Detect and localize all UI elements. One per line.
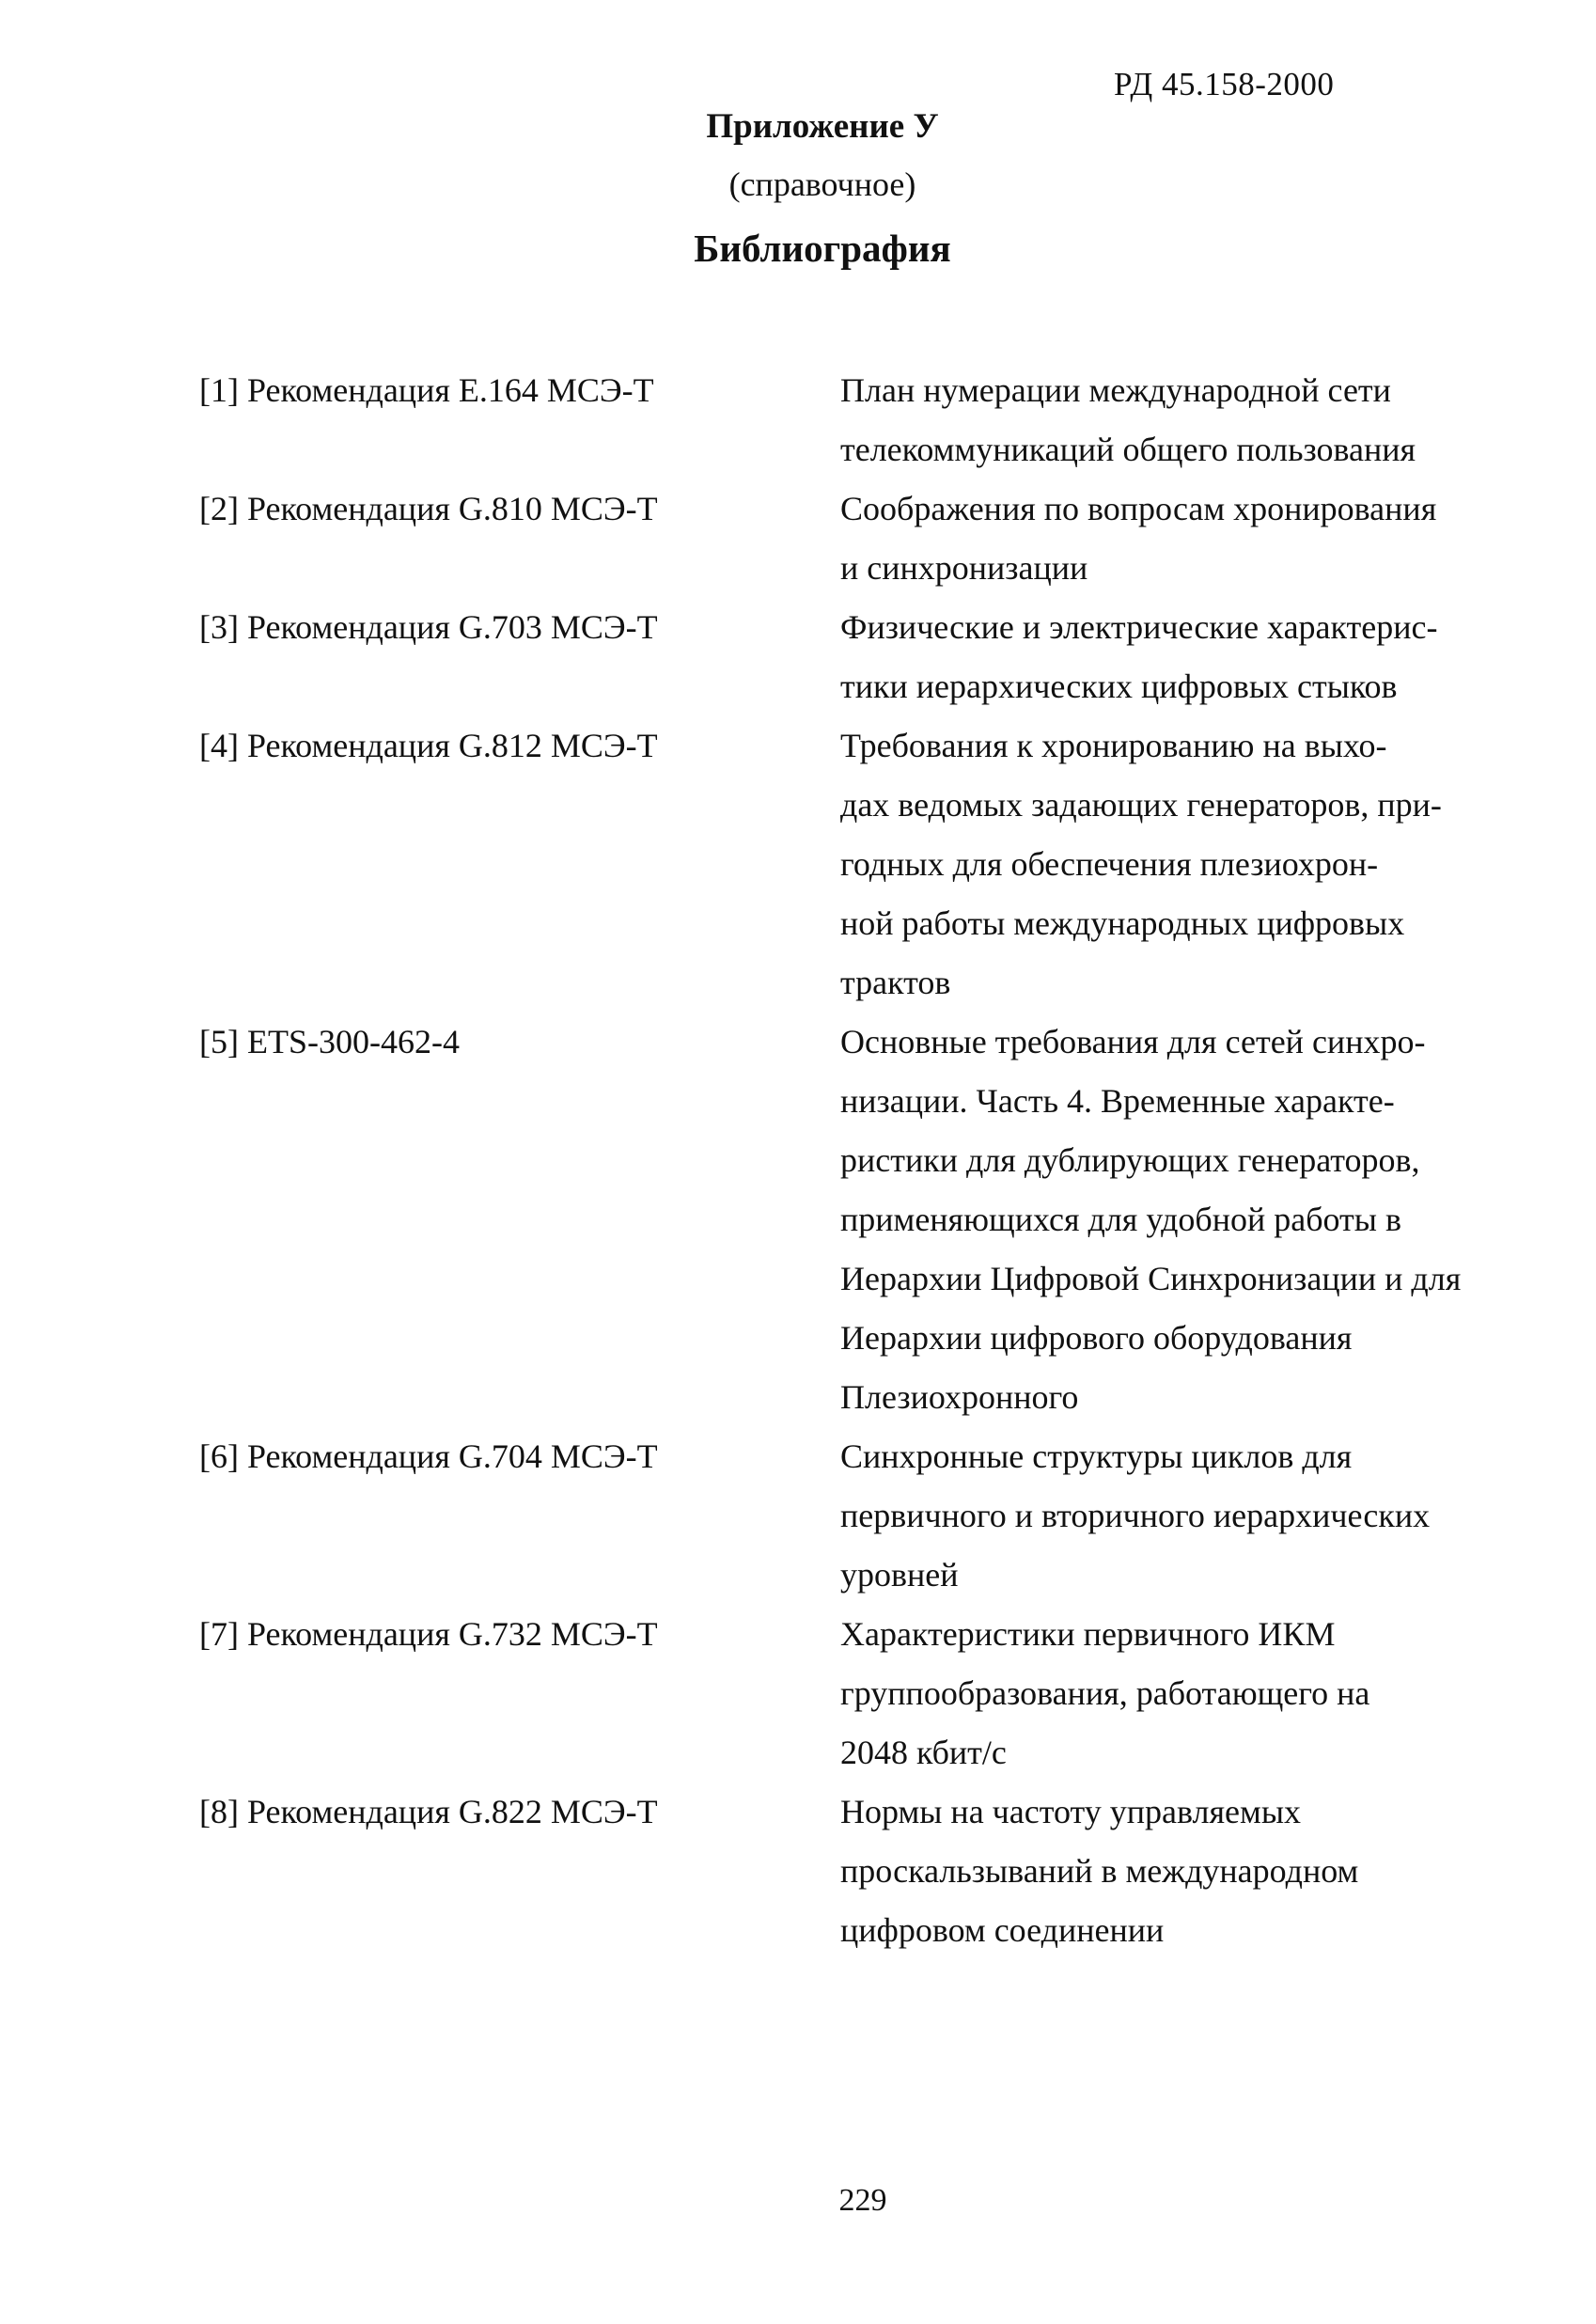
bibliography-reference: [1] Рекомендация E.164 МСЭ-Т [199,371,654,409]
appendix-type: (справочное) [728,165,916,203]
bibliography-description-line: группообразования, работающего на [840,1674,1370,1712]
bibliography-description-line: годных для обеспечения плезиохрон- [840,845,1379,883]
bibliography-description-line: Иерархии Цифровой Синхронизации и для [840,1260,1462,1297]
bibliography-description-line: ной работы международных цифровых [840,904,1405,942]
bibliography-heading: Библиография [694,227,951,270]
bibliography-reference: [4] Рекомендация G.812 МСЭ-Т [199,727,658,764]
bibliography-description-line: применяющихся для удобной работы в [840,1201,1401,1238]
bibliography-description-line: 2048 кбит/с [840,1734,1007,1771]
bibliography-description-line: ристики для дублирующих генераторов, [840,1141,1420,1179]
bibliography-description-line: Требования к хронированию на выхо- [840,727,1387,764]
bibliography-description-line: первичного и вторичного иерархических [840,1497,1431,1534]
page-number: 229 [838,2183,887,2218]
bibliography-description-line: и синхронизации [840,549,1088,587]
document-code: РД 45.158-2000 [1114,66,1335,102]
bibliography-description-line: Соображения по вопросам хронирования [840,490,1437,527]
bibliography-reference: [2] Рекомендация G.810 МСЭ-Т [199,490,658,527]
bibliography-reference: [7] Рекомендация G.732 МСЭ-Т [199,1615,658,1653]
bibliography-description-line: проскальзываний в международном [840,1852,1359,1890]
bibliography-description-line: дах ведомых задающих генераторов, при- [840,786,1442,824]
bibliography-description-line: телекоммуникаций общего пользования [840,431,1416,468]
bibliography-description-line: тики иерархических цифровых стыков [840,667,1398,705]
bibliography-description-line: Физические и электрические характерис- [840,608,1438,646]
bibliography-reference: [3] Рекомендация G.703 МСЭ-Т [199,608,658,646]
bibliography-description-line: уровней [840,1556,959,1594]
bibliography-description-line: План нумерации международной сети [840,371,1391,409]
bibliography-description-line: цифровом соединении [840,1911,1165,1949]
bibliography-description-line: Синхронные структуры циклов для [840,1437,1353,1475]
bibliography-reference: [8] Рекомендация G.822 МСЭ-Т [199,1793,658,1830]
bibliography-description-line: Характеристики первичного ИКМ [840,1615,1336,1653]
appendix-title: Приложение У [706,107,939,146]
bibliography-reference: [5] ETS-300-462-4 [199,1023,460,1060]
bibliography-description-line: Нормы на частоту управляемых [840,1793,1302,1830]
bibliography-description-line: Иерархии цифрового оборудования [840,1319,1353,1357]
bibliography-reference: [6] Рекомендация G.704 МСЭ-Т [199,1437,658,1475]
bibliography-description-line: трактов [840,964,951,1001]
bibliography-description-line: Плезиохронного [840,1378,1079,1416]
bibliography-description-line: Основные требования для сетей синхро- [840,1023,1426,1060]
bibliography-description-line: низации. Часть 4. Временные характе- [840,1082,1395,1120]
